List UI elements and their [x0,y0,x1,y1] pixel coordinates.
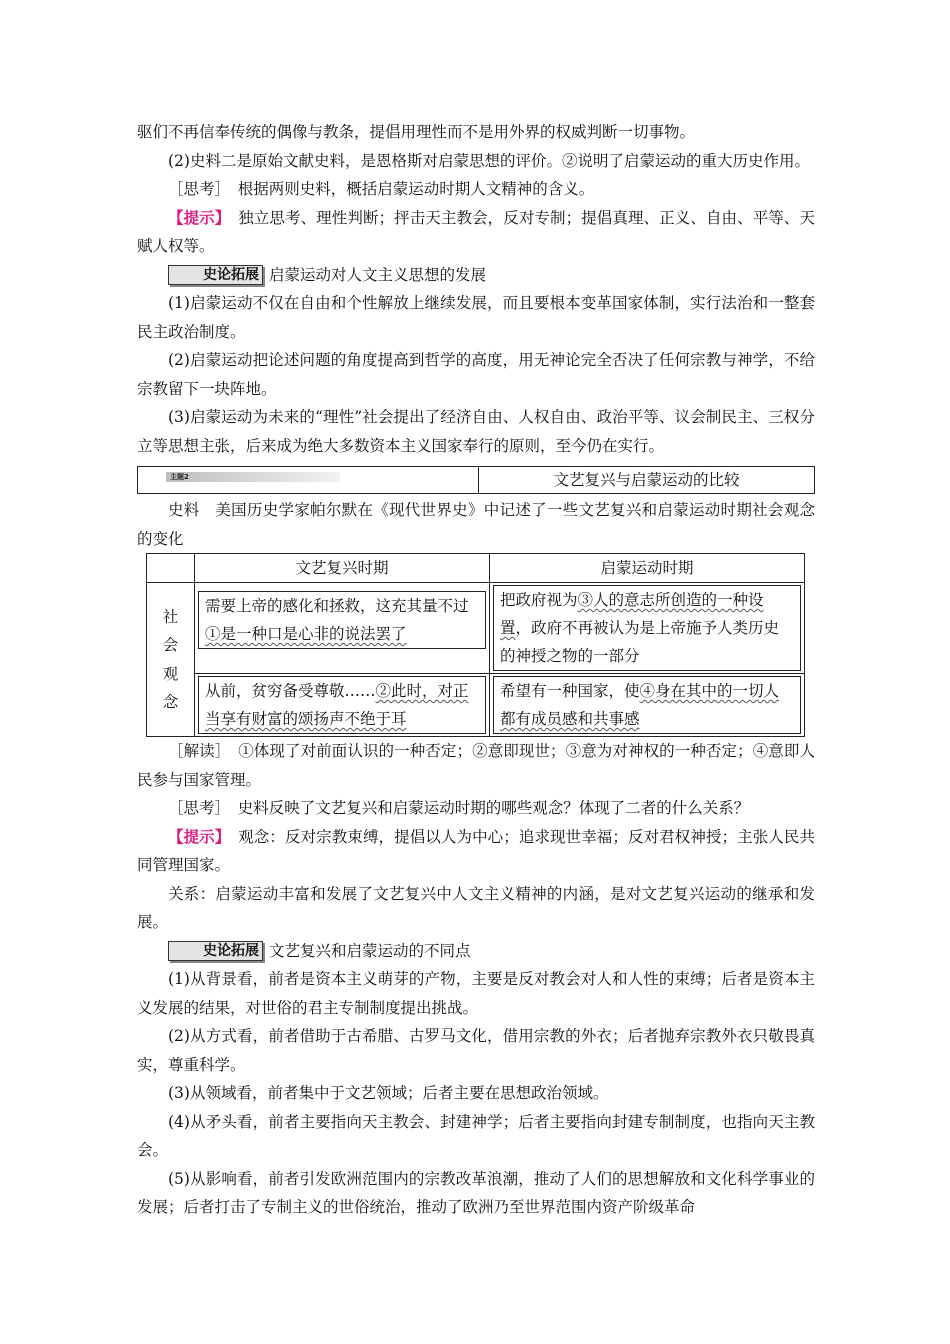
paragraph-continuation: 驱们不再信奉传统的偶像与教条，提倡用理性而不是用外界的权威判断一切事物。 [137,123,696,141]
think-text: 根据两则史料，概括启蒙运动时期人文精神的含义。 [222,180,595,198]
quote-box: 从前，贫穷备受尊敬……②此时，对正当享有财富的颂扬声不绝于耳 [198,676,486,734]
document-page [137,118,815,1222]
topic-banner [137,466,815,494]
extension-tag: 史论拓展 [168,265,263,285]
relation-paragraph: 关系：启蒙运动丰富和发展了文艺复兴中人文主义精神的内涵，是对文艺复兴运动的继承和发展。 [137,884,815,931]
table-row [147,583,805,674]
interpretation [137,737,815,794]
extension-title: 启蒙运动对人文主义思想的发展 [269,265,487,284]
underlined-phrase: ③人的意志所创造的一种设置 [500,591,764,637]
table-row [147,674,805,737]
think-text: 史料反映了文艺复兴和启蒙运动时期的哪些观念？体现了二者的什么关系？ [222,799,750,817]
think-question-1 [137,175,815,204]
interp-text: ①体现了对前面认识的一种否定；②意即现世；③意为对神权的一种否定；④意即人民参与国家管理。 [137,742,815,789]
table-cell [195,674,490,737]
extension-heading-2 [137,937,815,966]
extension-item: (1)从背景看，前者是资本主义萌芽的产物，主要是反对教会对人和人性的束缚；后者是资本主义发展的结果，对世俗的君主专制制度提出挑战。 [137,970,815,1017]
topic-title: 文艺复兴与启蒙运动的比较 [478,467,814,493]
underlined-phrase: ②此时，对正当享有财富的颂扬声不绝于耳 [205,682,469,728]
quote-box: 需要上帝的感化和拯救，这充其量不过①是一种口是心非的说法罢了 [198,591,486,649]
topic-label: 主题2 [166,472,340,482]
extension-item: (3)从领域看，前者集中于文艺领域；后者主要在思想政治领域。 [168,1084,609,1102]
extension-item: (2)从方式看，前者借助于古希腊、古罗马文化，借用宗教的外衣；后者抛弃宗教外衣只敬畏真实，尊重科学。 [137,1027,815,1074]
table-side-label: 社 会 观 念 [147,583,195,737]
table-header-renaissance: 文艺复兴时期 [195,554,490,583]
hint-answer-2 [137,823,815,880]
extension-tag: 史论拓展 [168,941,263,961]
extension-item: (3)启蒙运动为未来的“理性”社会提出了经济自由、人权自由、政治平等、议会制民主、三权分立等思想主张，后来成为绝大多数资本主义国家奉行的原则，至今仍在实行。 [137,408,815,455]
extension-item: (5)从影响看，前者引发欧洲范围内的宗教改革浪潮，推动了人们的思想解放和文化科学事业的发展；后者打击了专制主义的世俗统治，推动了欧洲乃至世界范围内资产阶级革命 [137,1169,815,1216]
hint-text: 观念：反对宗教束缚，提倡以人为中心；追求现世幸福；反对君权神授；主张人民共同管理国家。 [137,827,815,874]
table-cell [490,583,805,674]
extension-item: (1)启蒙运动不仅在自由和个性解放上继续发展，而且要根本变革国家体制，实行法治和一整套民主政治制度。 [137,294,815,341]
quote-box: 希望有一种国家，使④身在其中的一切人都有成员感和共事感 [493,676,801,734]
extension-item: (4)从矛头看，前者主要指向天主教会、封建神学；后者主要指向封建专制制度，也指向天主教会。 [137,1112,815,1159]
underlined-phrase: ①是一种口是心非的说法罢了 [205,625,407,643]
paragraph-source-two: (2)史料二是原始文献史料，是恩格斯对启蒙思想的评价。②说明了启蒙运动的重大历史作用。 [168,151,810,170]
hint-label: 【提示】 [168,207,223,227]
think-question-2 [137,794,815,823]
table-header-row [147,554,805,583]
extension-title: 文艺复兴和启蒙运动的不同点 [269,941,471,960]
comparison-table [146,553,805,737]
think-label: ［思考］ [168,799,223,817]
hint-label: 【提示】 [168,826,223,846]
extension-heading-1 [137,261,815,290]
table-cell [490,674,805,737]
hint-answer-1 [137,204,815,261]
table-header-enlightenment: 启蒙运动时期 [490,554,805,583]
think-label: ［思考］ [168,180,223,198]
table-corner-cell [147,554,195,583]
interp-label: ［解读］ [168,742,223,760]
quote-box: 把政府视为③人的意志所创造的一种设置，政府不再被认为是上帝施予人类历史的神授之物的一部分 [493,585,801,671]
underlined-phrase: ④身在其中的一切人都有成员感和共事感 [500,682,780,728]
table-cell [195,583,490,674]
hint-text: 独立思考、理性判断；抨击天主教会，反对专制；提倡真理、正义、自由、平等、天赋人权等。 [137,208,815,255]
extension-item: (2)启蒙运动把论述问题的角度提高到哲学的高度，用无神论完全否决了任何宗教与神学，不给宗教留下一块阵地。 [137,351,815,398]
source-intro: 史料 美国历史学家帕尔默在《现代世界史》中记述了一些文艺复兴和启蒙运动时期社会观念的变化 [137,501,815,548]
